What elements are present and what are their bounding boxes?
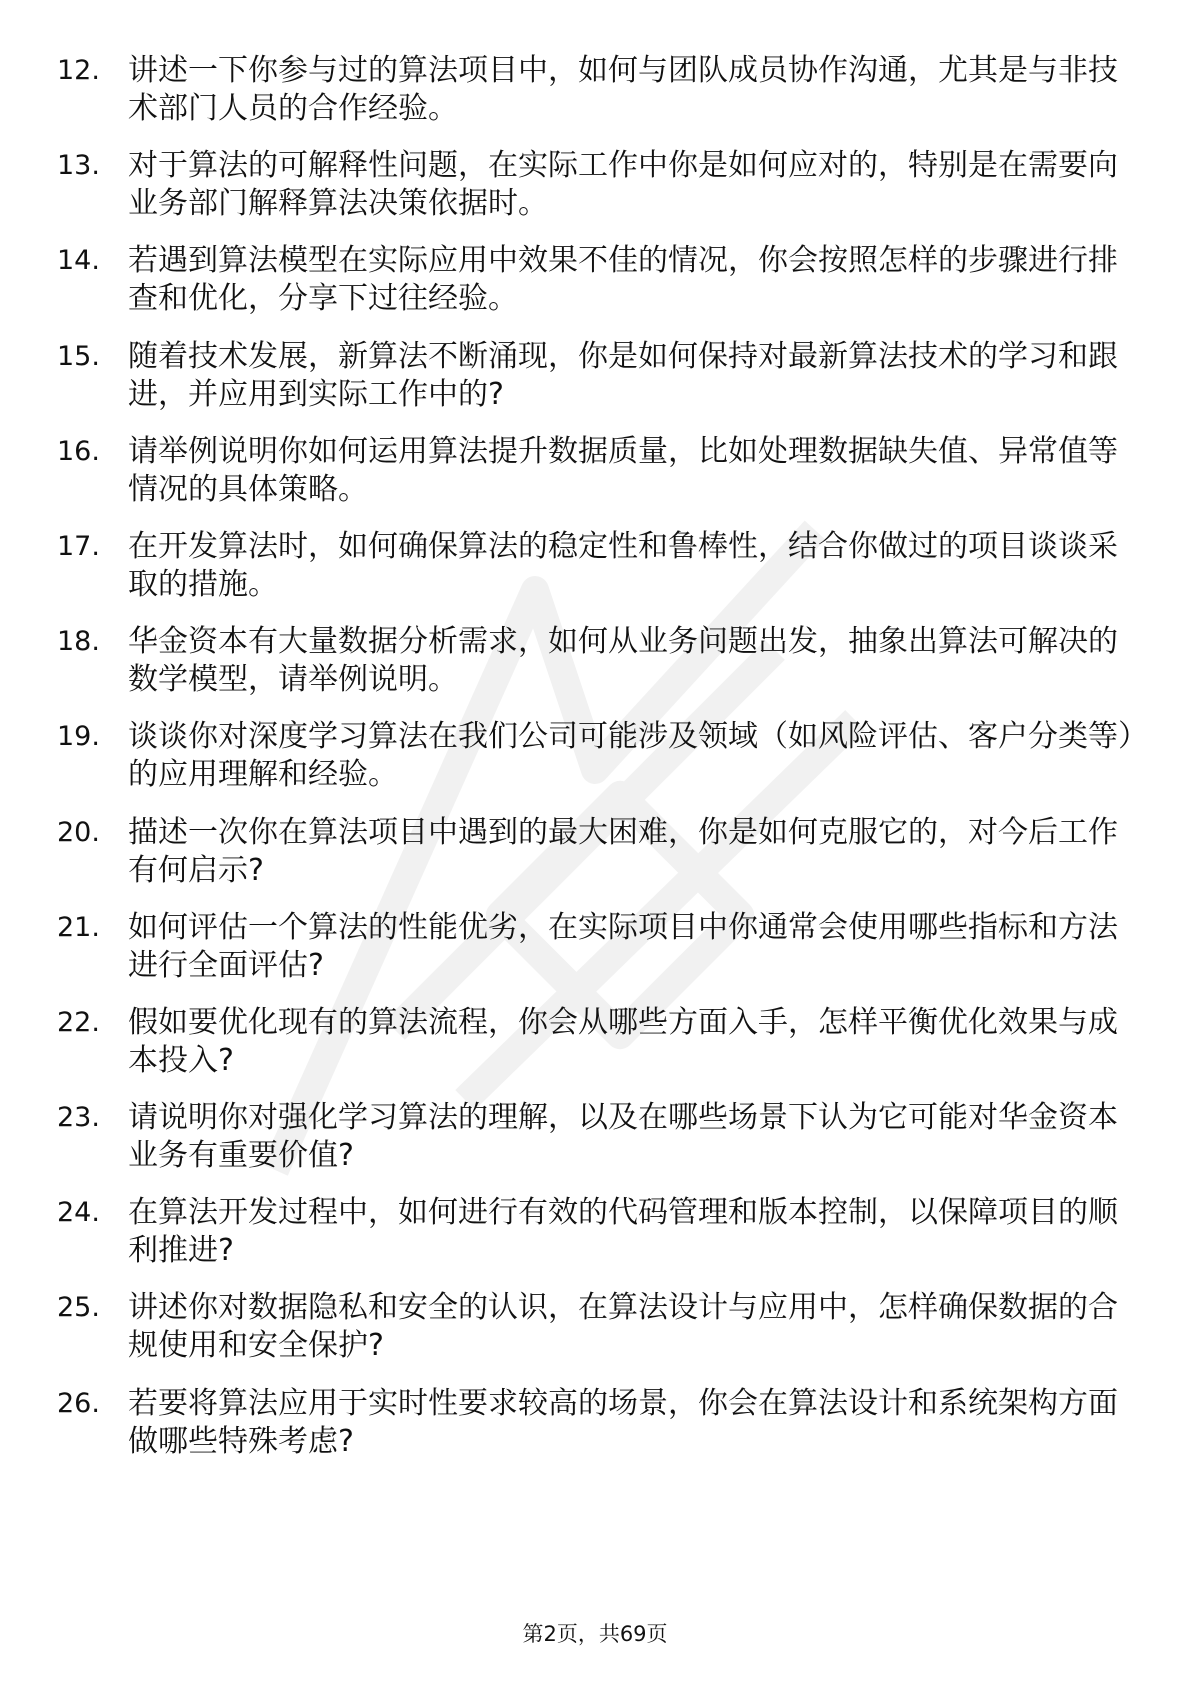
question-number: 21. [57,911,100,943]
question-text: 若遇到算法模型在实际应用中效果不佳的情况，你会按照怎样的步骤进行排查和优化，分享下过往经验。 [128,243,1118,317]
question-text: 若要将算法应用于实时性要求较高的场景，你会在算法设计和系统架构方面做哪些特殊考虑? [128,1385,1118,1459]
question-text: 讲述一下你参与过的算法项目中，如何与团队成员协作沟通，尤其是与非技术部门人员的合作经验。 [128,53,1118,126]
question-text: 谈谈你对深度学习算法在我们公司可能涉及领域（如风险评估、客户分类等）的应用理解和经验。 [128,719,1133,793]
question-list [0,52,1190,1480]
question-text: 假如要优化现有的算法流程，你会从哪些方面入手，怎样平衡优化效果与成本投入? [128,1004,1118,1078]
question-number: 13. [57,150,100,182]
list-item [0,242,1190,317]
question-number: 22. [57,1006,100,1038]
list-item [0,1385,1190,1459]
question-text: 在算法开发过程中，如何进行有效的代码管理和版本控制，以保障项目的顺利推进? [128,1195,1118,1269]
list-item [0,52,1190,126]
question-number: 25. [57,1292,100,1324]
question-text: 华金资本有大量数据分析需求，如何从业务问题出发，抽象出算法可解决的数学模型，请举例说明。 [128,624,1118,698]
question-number: 20. [57,816,100,848]
question-number: 14. [57,245,100,277]
page-footer: 第2页，共69页 [522,1622,668,1646]
question-text: 讲述你对数据隐私和安全的认识，在算法设计与应用中，怎样确保数据的合规使用和安全保护? [128,1290,1118,1364]
question-number: 19. [57,721,100,753]
question-number: 15. [57,340,100,372]
list-item [0,433,1190,507]
question-text: 描述一次你在算法项目中遇到的最大困难，你是如何克服它的，对今后工作有何启示? [128,814,1118,888]
list-item [0,814,1190,888]
question-text: 请举例说明你如何运用算法提升数据质量，比如处理数据缺失值、异常值等情况的具体策略。 [128,433,1118,507]
list-item [0,1004,1190,1078]
question-number: 26. [57,1387,100,1419]
question-number: 17. [57,530,100,562]
list-item [0,338,1190,412]
list-item [0,528,1190,602]
question-number: 23. [57,1102,100,1134]
list-item [0,1099,1190,1174]
question-text: 对于算法的可解释性问题，在实际工作中你是如何应对的，特别是在需要向业务部门解释算法决策依据时。 [128,148,1118,222]
list-item [0,1289,1190,1364]
list-item [0,147,1190,222]
question-number: 16. [57,435,100,467]
list-item [0,718,1190,793]
list-item [0,909,1190,983]
question-text: 随着技术发展，新算法不断涌现，你是如何保持对最新算法技术的学习和跟进，并应用到实际工作中的? [128,338,1118,412]
question-number: 18. [57,626,100,658]
question-text: 在开发算法时，如何确保算法的稳定性和鲁棒性，结合你做过的项目谈谈采取的措施。 [128,528,1118,602]
question-number: 24. [57,1197,100,1229]
question-text: 如何评估一个算法的性能优劣，在实际项目中你通常会使用哪些指标和方法进行全面评估? [128,909,1118,983]
list-item [0,1194,1190,1269]
list-item [0,623,1190,698]
question-text: 请说明你对强化学习算法的理解，以及在哪些场景下认为它可能对华金资本业务有重要价值? [128,1100,1118,1174]
question-number: 12. [57,55,100,86]
